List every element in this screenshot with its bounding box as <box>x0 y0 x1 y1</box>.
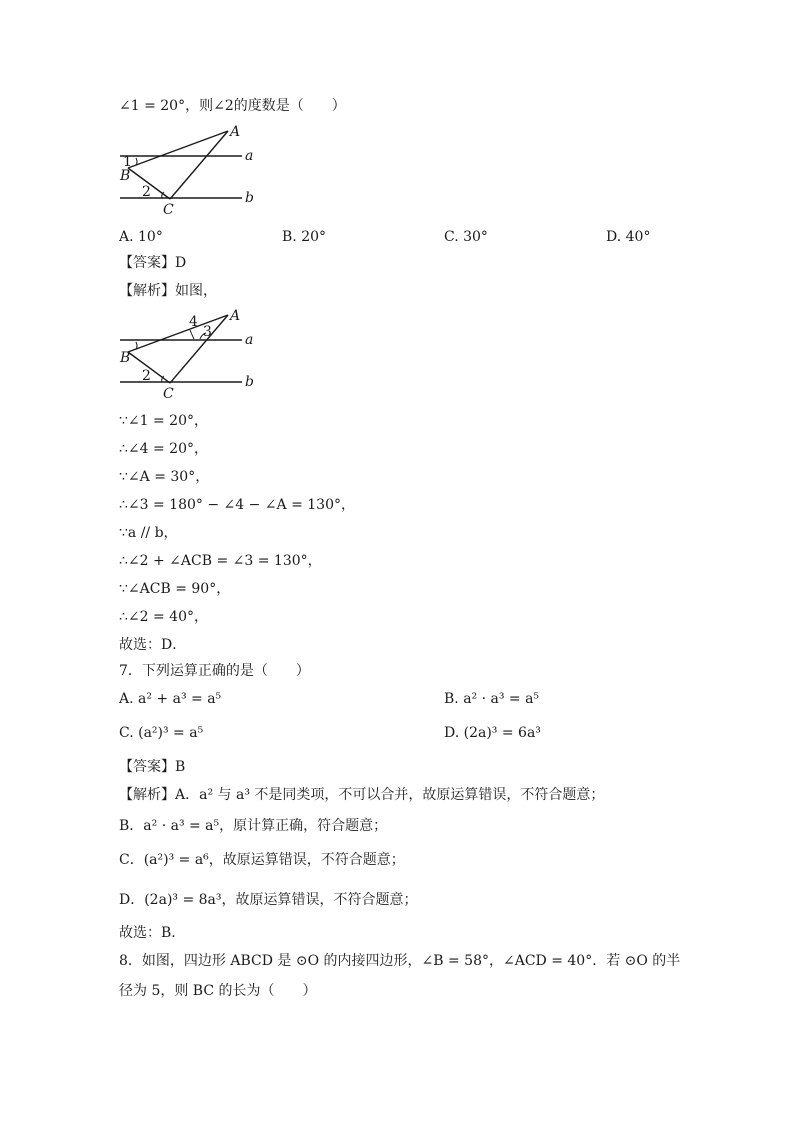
label-A: A <box>230 308 241 324</box>
step-5: ∵a // b， <box>119 525 178 541</box>
q7-option-a: A. a² + a³ = a⁵ <box>119 691 222 707</box>
label-A: A <box>230 124 241 140</box>
label-a: a <box>245 148 254 164</box>
label-B: B <box>120 350 131 366</box>
q7-analysis-b: B．a² · a³ = a⁵，原计算正确，符合题意； <box>119 818 388 834</box>
label-1: 1 <box>123 154 132 170</box>
label-C: C <box>163 386 174 402</box>
q6-option-b: B. 20° <box>282 229 327 245</box>
q8-stem-line1: 8．如图，四边形 ABCD 是 ⊙O 的内接四边形，∠B = 58°，∠ACD = 40°．若 ⊙O 的半 <box>119 953 681 969</box>
q7-stem: 7．下列运算正确的是（ ） <box>119 663 310 679</box>
label-2: 2 <box>142 368 151 384</box>
label-C: C <box>163 202 174 218</box>
q7-answer: 【答案】B <box>119 759 186 775</box>
q7-analysis-d: D．(2a)³ = 8a³，故原运算错误，不符合题意； <box>119 892 418 908</box>
step-6: ∴∠2 + ∠ACB = ∠3 = 130°， <box>119 553 322 569</box>
q7-analysis-a: 【解析】A．a² 与 a³ 不是同类项，不可以合并，故原运算错误，不符合题意； <box>119 787 605 803</box>
q7-option-d: D. (2a)³ = 6a³ <box>444 725 541 741</box>
q6-figure <box>110 122 270 218</box>
step-1: ∵∠1 = 20°， <box>119 413 208 429</box>
q6-conclusion: 故选：D． <box>119 637 187 653</box>
label-4: 4 <box>189 314 198 330</box>
label-a: a <box>245 332 254 348</box>
q6-stem: ∠1 = 20°，则∠2的度数是（ ） <box>119 98 346 114</box>
label-2: 2 <box>142 184 151 200</box>
q7-analysis-c: C．(a²)³ = a⁶，故原运算错误，不符合题意； <box>119 852 405 868</box>
q6-option-a: A. 10° <box>119 229 163 245</box>
step-4: ∴∠3 = 180° − ∠4 − ∠A = 130°， <box>119 497 355 513</box>
q7-option-c: C. (a²)³ = a⁵ <box>119 725 204 741</box>
q7-option-b: B. a² · a³ = a⁵ <box>444 691 540 707</box>
q7-conclusion: 故选：B． <box>119 925 186 941</box>
label-b: b <box>245 374 254 390</box>
label-b: b <box>245 190 254 206</box>
step-3: ∵∠A = 30°， <box>119 469 210 485</box>
label-3: 3 <box>203 324 212 340</box>
q6-analysis-figure <box>110 306 270 402</box>
label-B: B <box>120 168 131 184</box>
q6-answer: 【答案】D <box>119 255 187 271</box>
step-8: ∴∠2 = 40°， <box>119 609 208 625</box>
q6-analysis-intro: 【解析】如图， <box>119 283 217 299</box>
step-2: ∴∠4 = 20°， <box>119 441 208 457</box>
q8-stem-line2: 径为 5，则 BC 的长为（ ） <box>119 983 317 999</box>
q6-option-d: D. 40° <box>606 229 651 245</box>
q6-option-c: C. 30° <box>444 229 488 245</box>
step-7: ∵∠ACB = 90°， <box>119 581 231 597</box>
